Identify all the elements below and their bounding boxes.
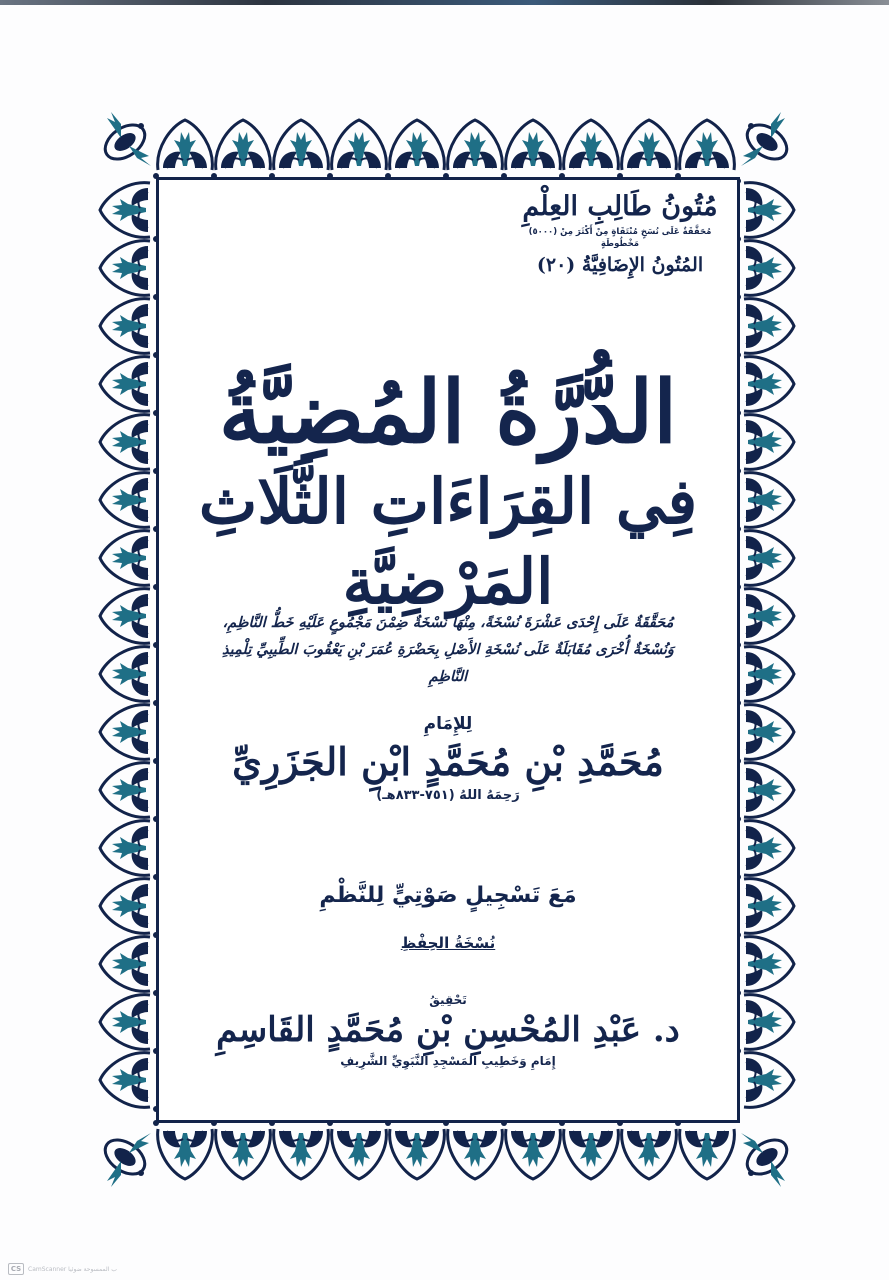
border-bottom — [153, 1120, 734, 1179]
inner-frame — [156, 177, 740, 1123]
border-top — [153, 120, 734, 179]
series-block — [515, 190, 725, 278]
author-prefix: لِلإِمَامِ — [423, 714, 473, 734]
editor-name: د. عَبْدِ المُحْسِنِ بْنِ مُحَمَّدٍ القَاسِمِ — [216, 1010, 680, 1050]
book-title — [159, 358, 737, 622]
corner-top-left — [99, 112, 151, 166]
book-cover-page — [0, 5, 889, 1280]
border-left — [100, 183, 159, 1112]
editor-title: إِمَامِ وَخَطِيبِ المَسْجِدِ النَّبَوِيِّ الشَّرِيفِ — [340, 1054, 556, 1068]
edition-label: نُسْخَةُ الحِفْظِ — [400, 934, 496, 952]
camscanner-watermark — [8, 1263, 117, 1275]
author-dates: رَحِمَهُ اللهُ (٧٥١-٨٣٣هـ) — [376, 788, 520, 803]
title-line-1: الدُّرَّةُ المُضِيَّةُ — [218, 362, 678, 463]
manuscript-description — [209, 610, 687, 691]
corner-top-right — [741, 112, 793, 166]
watermark-text: CamScanner ب الممسوحة ضوئيا — [28, 1265, 117, 1273]
corner-bottom-right — [741, 1133, 793, 1187]
camscanner-logo-icon: CS — [8, 1263, 24, 1275]
author-block — [159, 712, 737, 806]
series-subtitle: مُحَقَّقَةٌ عَلَى نُسَخٍ مُنْتَقَاةٍ مِنْ أَكْثَرَ مِنْ (٥٠٠٠) مَخْطُوطَةٍ — [528, 227, 712, 249]
title-line-2: فِي القِرَاءَاتِ الثَّلَاثِ المَرْضِيَّةِ — [198, 465, 698, 618]
author-name: مُحَمَّدِ بْنِ مُحَمَّدٍ ابْنِ الجَزَرِيِّ — [232, 739, 664, 784]
border-right — [735, 178, 794, 1107]
description-line-1: مُحَقَّقَةٌ عَلَى إِحْدَى عَشْرَةَ نُسْخَةً، مِنْهَا نُسْخَةٌ ضِمْنَ مَجْمُوعٍ عَلَيْهِ خَطُّ النَّاظِمِ، — [222, 615, 674, 631]
series-name: مُتُونُ طَالِبِ العِلْمِ — [522, 191, 718, 222]
description-line-2: وَنُسْخَةٌ أُخْرَى مُقَابَلَةٌ عَلَى نُسْخَةِ الأَصْلِ بِحَضْرَةِ عُمَرَ بْنِ يَعْقُوبَ الطِّيبِيِّ تِلْمِيذِ النَّاظِمِ — [222, 642, 674, 685]
audio-recording-note: مَعَ تَسْجِيلٍ صَوْتِيٍّ لِلنَّظْمِ — [319, 883, 577, 908]
editor-block — [159, 992, 737, 1070]
editor-role: تَحْقِيقُ — [429, 993, 467, 1007]
corner-bottom-left — [99, 1133, 151, 1187]
series-volume: المُتُونُ الإِضَافِيَّةُ (٢٠) — [536, 254, 704, 276]
